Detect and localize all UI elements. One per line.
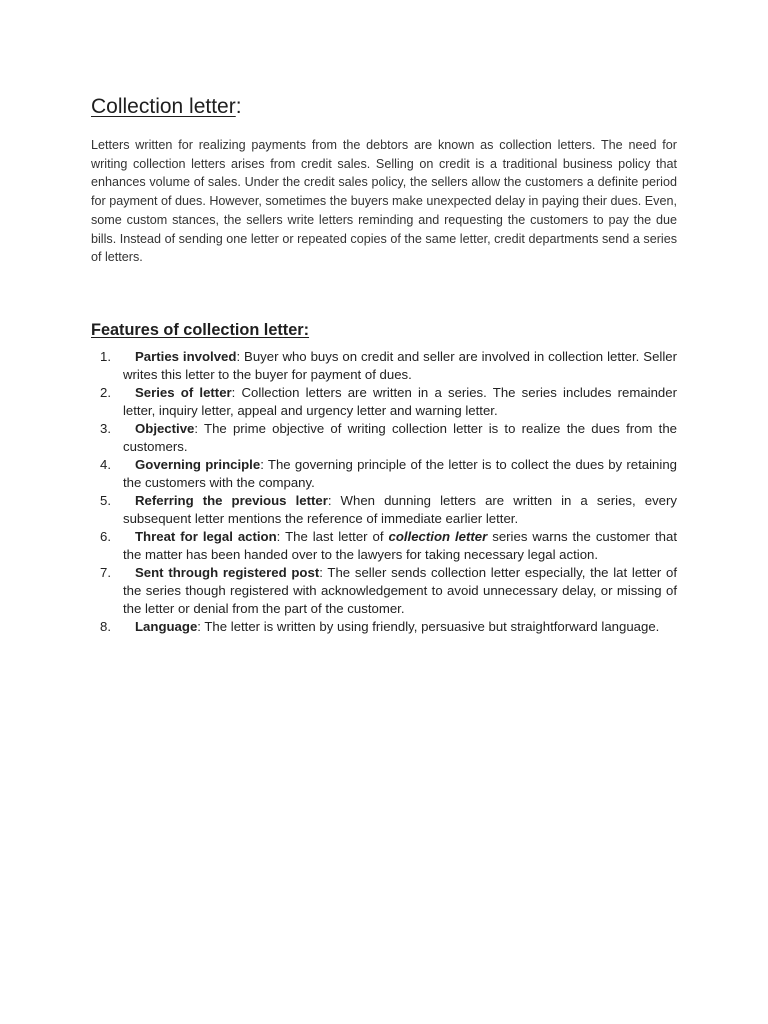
features-heading bbox=[91, 319, 677, 341]
feature-text-after: series warns the customer that the matter has been handed over to the lawyers for taking necessary legal action. bbox=[123, 528, 678, 562]
intro-paragraph: Letters written for realizing payments from the debtors are known as collection letters. The need for writing collection letters arises from credit sales. Selling on credit is a traditional business policy that enhances volume of sales. Under the credit sales policy, the sellers allow the customers a definite period for payment of dues. However, sometimes the buyers make unexpected delay in paying their dues. Even, some custom stances, the sellers write letters reminding and requesting the customers to pay the due bills. Instead of sending one letter or repeated copies of the same letter, credit departments send a series of letters. bbox=[91, 138, 677, 265]
feature-term: Objective bbox=[135, 420, 195, 436]
feature-number: 8. bbox=[100, 618, 111, 634]
features-list bbox=[91, 348, 677, 636]
feature-item-series-of-letter bbox=[91, 384, 677, 420]
feature-text: : Collection letters are written in a series. The series includes remainder letter, inquiry letter, appeal and urgency letter and warning letter. bbox=[123, 384, 677, 418]
feature-item-objective bbox=[91, 420, 677, 456]
feature-term: Governing principle bbox=[135, 456, 261, 472]
feature-number: 1. bbox=[100, 348, 111, 364]
feature-item-governing-principle bbox=[91, 456, 677, 492]
document-title-colon: : bbox=[235, 95, 242, 118]
feature-text: : When dunning letters are written in a series, every subsequent letter mentions the reference of immediate earlier letter. bbox=[123, 492, 677, 526]
feature-number: 2. bbox=[100, 384, 111, 400]
feature-term: Series of letter bbox=[135, 384, 232, 400]
feature-text: : The prime objective of writing collection letter is to realize the dues from the customers. bbox=[123, 420, 677, 454]
feature-item-referring-previous-letter bbox=[91, 492, 677, 528]
feature-number: 4. bbox=[100, 456, 111, 472]
feature-term: Parties involved bbox=[135, 348, 237, 364]
feature-text: : Buyer who buys on credit and seller are involved in collection letter. Seller writes this letter to the buyer for payment of dues. bbox=[123, 348, 677, 382]
feature-number: 6. bbox=[100, 528, 111, 544]
feature-term: Sent through registered post bbox=[135, 564, 320, 580]
document-page bbox=[91, 92, 677, 636]
feature-emphasis: collection letter bbox=[388, 528, 488, 544]
feature-item-registered-post bbox=[91, 564, 677, 618]
document-title-text: Collection letter bbox=[91, 95, 236, 118]
feature-item-parties-involved bbox=[91, 348, 677, 384]
feature-term: Language bbox=[135, 618, 198, 634]
document-title bbox=[91, 92, 677, 122]
feature-text: : The seller sends collection letter especially, the lat letter of the series though registered with acknowledgement to avoid unnecessary delay, or missing of the letter or denial from the part of the customer. bbox=[123, 564, 677, 616]
feature-number: 5. bbox=[100, 492, 111, 508]
feature-term: Referring the previous letter bbox=[135, 492, 328, 508]
feature-number: 3. bbox=[100, 420, 111, 436]
feature-text: : The letter is written by using friendly, persuasive but straightforward language. bbox=[197, 618, 660, 634]
feature-term: Threat for legal action bbox=[135, 528, 277, 544]
feature-number: 7. bbox=[100, 564, 111, 580]
features-heading-text: Features of collection letter: bbox=[91, 320, 310, 339]
feature-text: : The governing principle of the letter is to collect the dues by retaining the customers with the company. bbox=[123, 456, 677, 490]
feature-item-language bbox=[91, 618, 677, 636]
feature-text-before: : The last letter of bbox=[276, 528, 389, 544]
feature-item-threat-legal-action bbox=[91, 528, 677, 564]
